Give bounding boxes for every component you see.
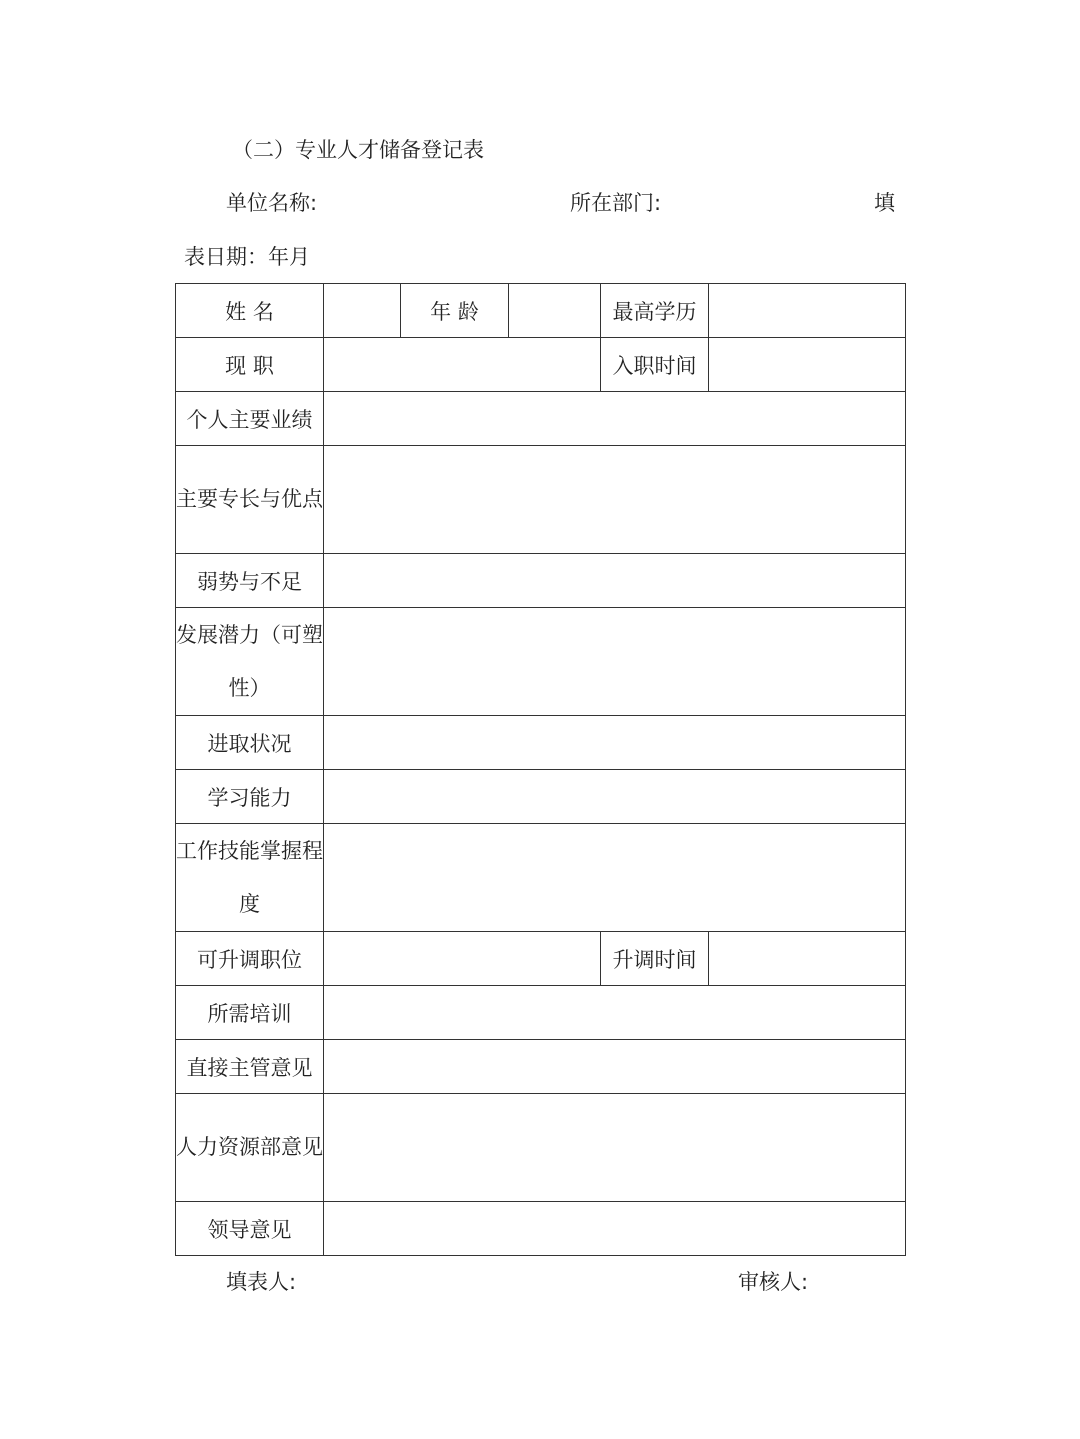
unit-name-label: 单位名称: bbox=[226, 191, 318, 215]
talent-registration-table bbox=[175, 283, 906, 1256]
form-filler-label: 填表人: bbox=[226, 1270, 297, 1294]
education-input[interactable] bbox=[709, 284, 906, 338]
education-label: 最高学历 bbox=[601, 284, 709, 338]
reviewer-label: 审核人: bbox=[738, 1270, 809, 1294]
training-label: 所需培训 bbox=[176, 986, 324, 1040]
fill-text: 填 bbox=[874, 191, 895, 215]
supervisor-opinion-label: 直接主管意见 bbox=[176, 1040, 324, 1094]
strengths-input[interactable] bbox=[324, 446, 906, 554]
weaknesses-input[interactable] bbox=[324, 554, 906, 608]
promotion-date-input[interactable] bbox=[709, 932, 906, 986]
promotable-position-label: 可升调职位 bbox=[176, 932, 324, 986]
position-label: 现 职 bbox=[176, 338, 324, 392]
age-input[interactable] bbox=[509, 284, 601, 338]
skills-input[interactable] bbox=[324, 824, 906, 932]
fill-date-label: 表日期：年月 bbox=[184, 245, 310, 269]
learning-ability-input[interactable] bbox=[324, 770, 906, 824]
hire-date-label: 入职时间 bbox=[601, 338, 709, 392]
leader-opinion-input[interactable] bbox=[324, 1202, 906, 1256]
ambition-label: 进取状况 bbox=[176, 716, 324, 770]
form-title: （二）专业人才储备登记表 bbox=[232, 138, 484, 162]
promotion-date-label: 升调时间 bbox=[601, 932, 709, 986]
hr-opinion-label: 人力资源部意见 bbox=[176, 1094, 324, 1202]
potential-label: 发展潜力（可塑性） bbox=[176, 608, 324, 716]
weaknesses-label: 弱势与不足 bbox=[176, 554, 324, 608]
achievements-label: 个人主要业绩 bbox=[176, 392, 324, 446]
age-label: 年 龄 bbox=[401, 284, 509, 338]
strengths-label: 主要专长与优点 bbox=[176, 446, 324, 554]
training-input[interactable] bbox=[324, 986, 906, 1040]
hr-opinion-input[interactable] bbox=[324, 1094, 906, 1202]
position-input[interactable] bbox=[324, 338, 601, 392]
leader-opinion-label: 领导意见 bbox=[176, 1202, 324, 1256]
potential-input[interactable] bbox=[324, 608, 906, 716]
supervisor-opinion-input[interactable] bbox=[324, 1040, 906, 1094]
skills-label: 工作技能掌握程度 bbox=[176, 824, 324, 932]
learning-ability-label: 学习能力 bbox=[176, 770, 324, 824]
name-label: 姓 名 bbox=[176, 284, 324, 338]
promotable-position-input[interactable] bbox=[324, 932, 601, 986]
achievements-input[interactable] bbox=[324, 392, 906, 446]
hire-date-input[interactable] bbox=[709, 338, 906, 392]
name-input[interactable] bbox=[324, 284, 401, 338]
department-label: 所在部门: bbox=[570, 191, 662, 215]
ambition-input[interactable] bbox=[324, 716, 906, 770]
